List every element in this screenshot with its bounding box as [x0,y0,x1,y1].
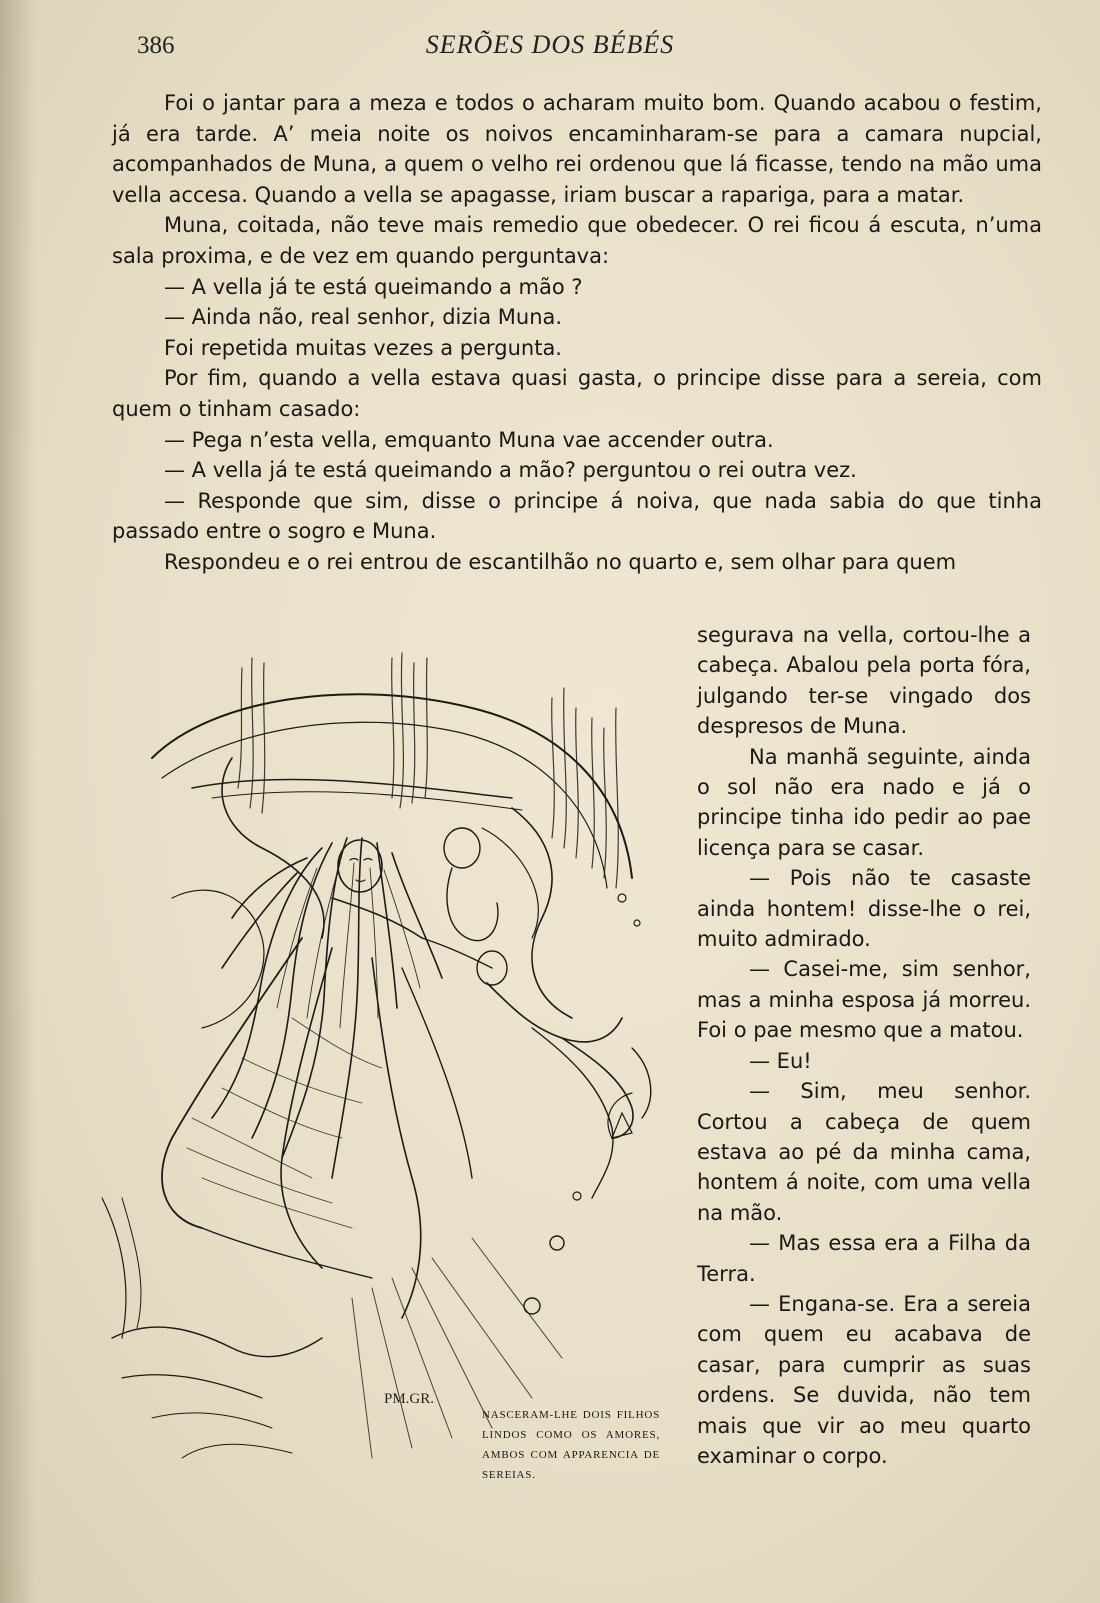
page-number: 386 [137,32,175,59]
dialogue-line: — Pois não te casaste ainda hontem! disse-lhe o rei, muito admirado. [697,866,1031,952]
paragraph: Foi repetida muitas vezes a pergunta. [164,335,562,360]
dialogue-line: — Sim, meu senhor. Cortou a cabeça de quem estava ao pé da minha cama, hontem á noite, com uma vella na mão. [697,1079,1031,1225]
main-text [112,88,1042,578]
paragraph: Foi o jantar para a meza e todos o acharam muito bom. Quando acabou o festim, já era tarde. A’ meia noite os noivos encaminharam-se para a camara nupcial, acompanhados de Muna, a quem o velho rei ordenou que lá ficasse, tendo na mão uma vella accesa. Quando a vella se apagasse, iriam buscar a rapariga, para a matar. [112,91,1042,207]
paragraph: Na manhã seguinte, ainda o sol não era nado e já o principe tinha ido pedir ao pae licença para se casar. [697,744,1031,860]
dialogue-line: — Eu! [749,1048,812,1073]
dialogue-line: — Responde que sim, disse o principe á noiva, que nada sabia do que tinha passado entre o sogro e Muna. [112,488,1042,544]
dialogue-line: — Ainda não, real senhor, dizia Muna. [164,305,563,330]
illustration-caption: NASCERAM-LHE DOIS FILHOS LINDOS COMO OS AMORES, AMBOS COM APPARENCIA DE SEREIAS. [482,1409,660,1481]
dialogue-line: — Mas essa era a Filha da Terra. [697,1231,1031,1286]
dialogue-line: — Engana-se. Era a sereia com quem eu acabava de casar, para cumprir as suas ordens. Se duvida, não tem mais que vir ao meu quarto examinar o corpo. [697,1291,1031,1468]
dialogue-line: — Casei-me, sim senhor, mas a minha esposa já morreu. Foi o pae mesmo que a matou. [697,957,1031,1043]
right-column-text [697,620,1031,1471]
dialogue-line: — A vella já te está queimando a mão? perguntou o rei outra vez. [164,458,857,483]
paragraph: segurava na vella, cortou-lhe a cabeça. Abalou pela porta fóra, julgando ter-se vingado dos despresos de Muna. [697,623,1031,739]
paragraph: Por fim, quando a vella estava quasi gasta, o principe disse para a sereia, com quem o tinham casado: [112,366,1042,421]
running-title: SERÕES DOS BÉBÉS [425,30,675,59]
page-gutter-shadow [0,0,36,1603]
page-header [0,28,1100,68]
artist-signature: PM.GR. [384,1391,435,1407]
dialogue-line: — A vella já te está queimando a mão ? [164,274,583,299]
mermaid-engraving [92,638,692,1498]
dialogue-line: — Pega n’esta vella, emquanto Muna vae accender outra. [164,427,774,452]
paragraph: Muna, coitada, não teve mais remedio que obedecer. O rei ficou á escuta, n’uma sala proxima, e de vez em quando perguntava: [112,213,1042,268]
paragraph: Respondeu e o rei entrou de escantilhão no quarto e, sem olhar para quem [164,549,957,574]
engraving-drawing [92,638,692,1498]
